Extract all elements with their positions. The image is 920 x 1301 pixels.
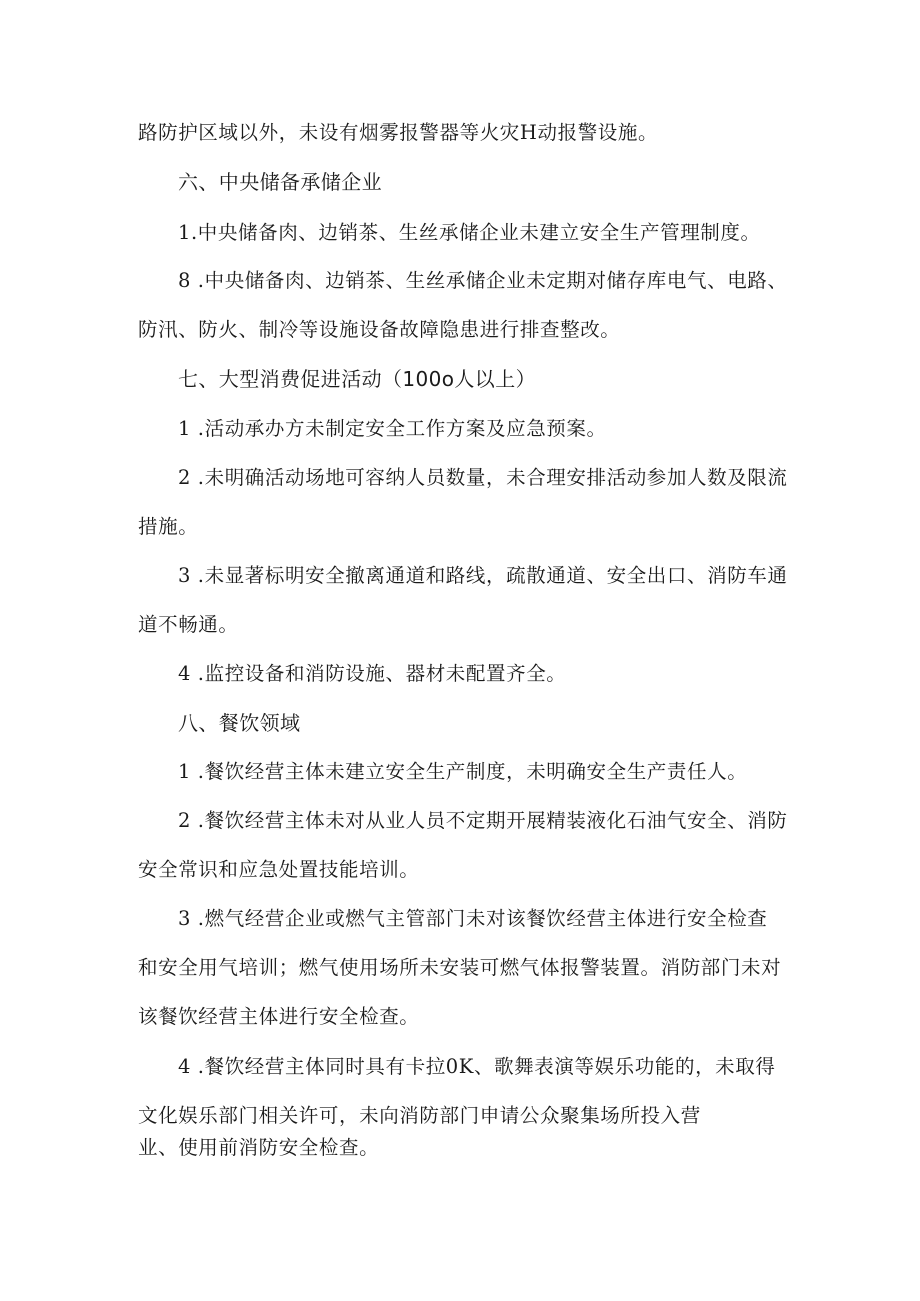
paragraph-line: 和安全用气培训；燃气使用场所未安装可燃气体报警装置。消防部门未对	[138, 956, 782, 979]
section-heading-6: 六、中央储备承储企业	[178, 170, 382, 194]
paragraph-line: 防汛、防火、制冷等设施设备故障隐患进行排查整改。	[138, 318, 621, 341]
paragraph-line: 路防护区域以外，未设有烟雾报警器等火灾H动报警设施。	[138, 121, 659, 144]
paragraph-line: 1.中央储备肉、边销茶、生丝承储企业未建立安全生产管理制度。	[178, 221, 761, 244]
paragraph-line: 1 .餐饮经营主体未建立安全生产制度，未明确安全生产责任人。	[178, 760, 748, 783]
paragraph-line: 2 .未明确活动场地可容纳人员数量，未合理安排活动参加人数及限流	[178, 466, 788, 489]
section-heading-8: 八、餐饮领域	[178, 711, 301, 735]
paragraph-line: 措施。	[138, 515, 199, 538]
paragraph-line: 2 .餐饮经营主体未对从业人员不定期开展精装液化石油气安全、消防	[178, 809, 788, 832]
paragraph-line: 3 .未显著标明安全撤离通道和路线，疏散通道、安全出口、消防车通	[178, 564, 788, 587]
paragraph-line: 安全常识和应急处置技能培训。	[138, 858, 420, 881]
paragraph-line: 业、使用前消防安全检查。	[138, 1136, 380, 1159]
paragraph-line: 文化娱乐部门相关许可，未向消防部门申请公众聚集场所投入营	[138, 1104, 701, 1127]
paragraph-line: 3 .燃气经营企业或燃气主管部门未对该餐饮经营主体进行安全检查	[178, 907, 768, 930]
paragraph-line: 道不畅通。	[138, 613, 239, 636]
paragraph-line: 4 .监控设备和消防设施、器材未配置齐全。	[178, 662, 567, 685]
paragraph-line: 该餐饮经营主体进行安全检查。	[138, 1005, 420, 1028]
paragraph-line: 8 .中央储备肉、边销茶、生丝承储企业未定期对储存库电气、电路、	[178, 269, 788, 292]
paragraph-line: 4 .餐饮经营主体同时具有卡拉0K、歌舞表演等娱乐功能的，未取得	[178, 1055, 776, 1078]
paragraph-line: 1 .活动承办方未制定安全工作方案及应急预案。	[178, 417, 607, 440]
section-heading-7: 七、大型消费促进活动（100o人以上）	[178, 367, 537, 391]
